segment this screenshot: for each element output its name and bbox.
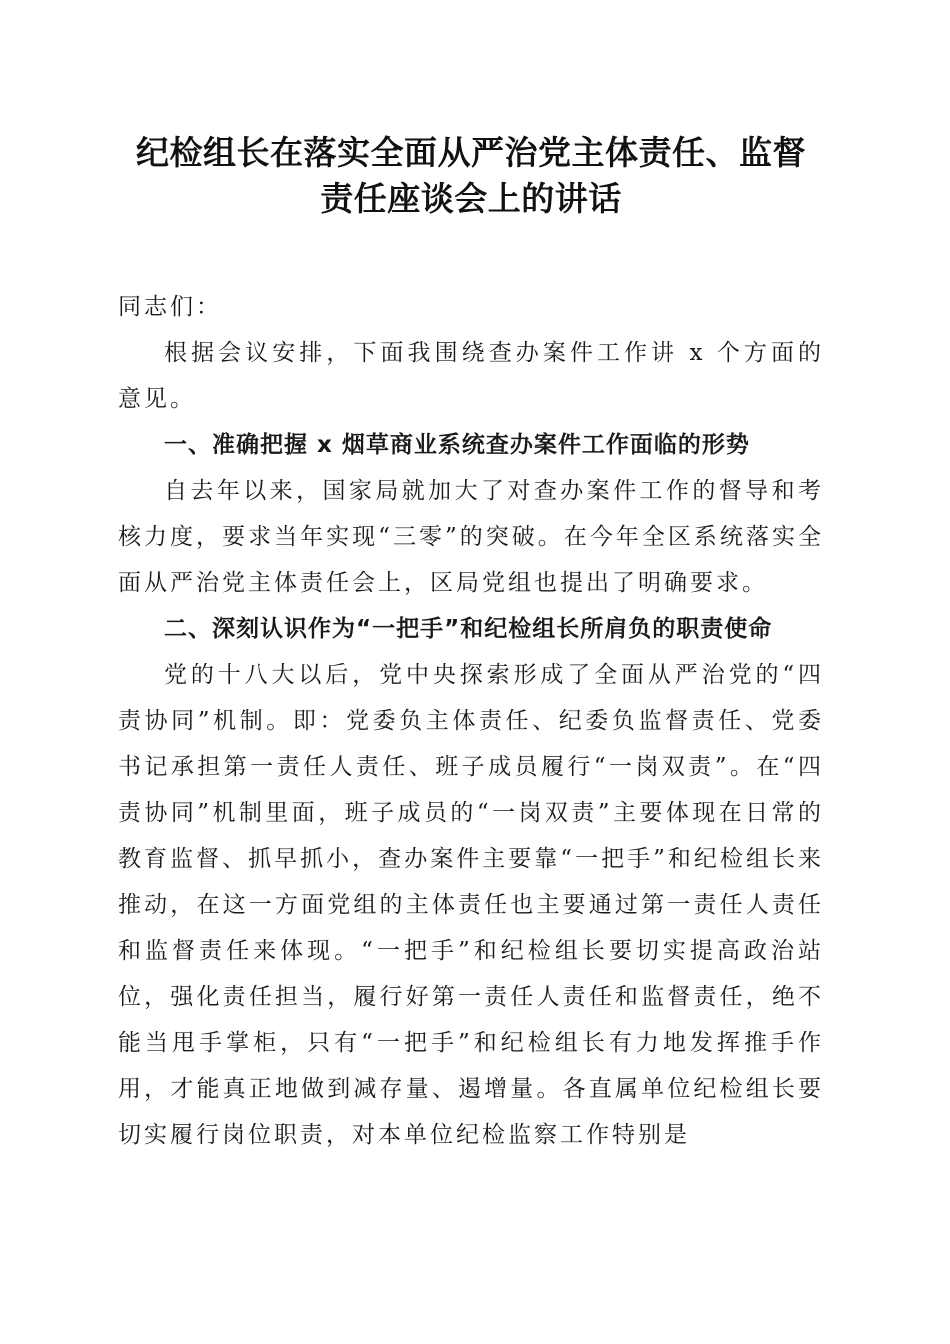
section-1-heading: 一、准确把握 x 烟草商业系统查办案件工作面临的形势 xyxy=(164,432,750,458)
section-1-paragraph: 自去年以来，国家局就加大了对查办案件工作的督导和考核力度，要求当年实现“三零”的突破。在今年全区系统落实全面从严治党主体责任会上，区局党组也提出了明确要求。 xyxy=(118,478,824,596)
title-line-2: 责任座谈会上的讲话 xyxy=(320,179,622,218)
salutation: 同志们： xyxy=(118,294,222,320)
section-2-paragraph: 党的十八大以后，党中央探索形成了全面从严治党的“四责协同”机制。即：党委负主体责任、纪委负监督责任、党委书记承担第一责任人责任、班子成员履行“一岗双责”。在“四责协同”机制里面，班子成员的“一岗双责”主要体现在日常的教育监督、抓早抓小，查办案件主要靠“一把手”和纪检组长来推动，在这一方面党组的主体责任也主要通过第一责任人责任和监督责任来体现。“一把手”和纪检组长要切实提高政治站位，强化责任担当，履行好第一责任人责任和监督责任，绝不能当甩手掌柜，只有“一把手”和纪检组长有力地发挥推手作用，才能真正地做到减存量、遏增量。各直属单位纪检组长要切实履行岗位职责，对本单位纪检监察工作特别是 xyxy=(118,662,824,1148)
document-title xyxy=(118,130,824,222)
document-page xyxy=(118,130,824,1158)
section-2-heading: 二、深刻认识作为“一把手”和纪检组长所肩负的职责使命 xyxy=(164,616,773,642)
title-line-1: 纪检组长在落实全面从严治党主体责任、监督 xyxy=(136,133,806,172)
document-body xyxy=(118,284,824,1158)
intro-paragraph: 根据会议安排，下面我围绕查办案件工作讲 x 个方面的意见。 xyxy=(118,340,824,412)
